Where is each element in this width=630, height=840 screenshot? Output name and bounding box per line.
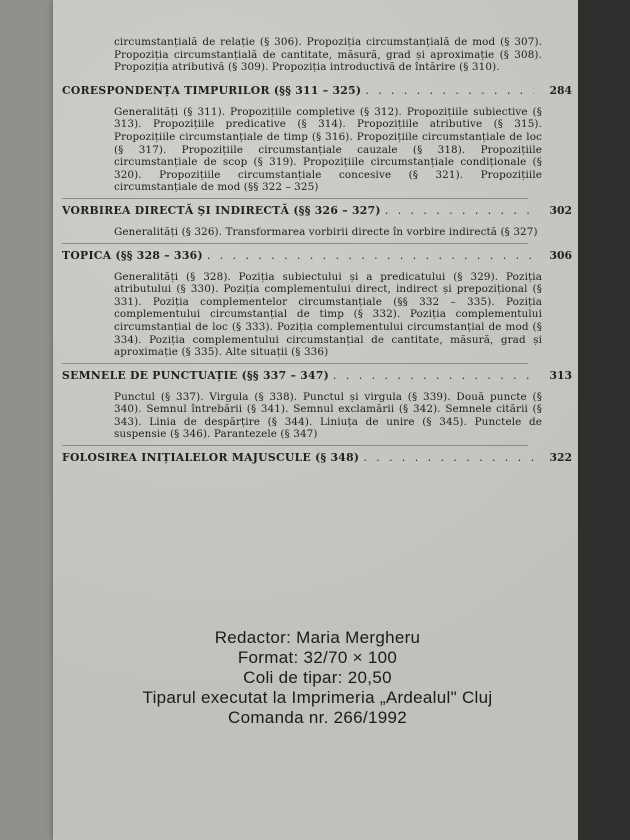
colophon-printer: Tiparul executat la Imprimeria „Ardealul" Cluj	[142, 688, 493, 707]
toc-section-title: SEMNELE DE PUNCTUAȚIE (§§ 337 – 347)	[62, 368, 330, 382]
toc-page-number: 322	[549, 451, 572, 465]
toc-section-content: Generalități (§ 326). Transformarea vorbirii directe în vorbire indirectă (§ 327)	[114, 225, 538, 238]
table-of-contents	[62, 36, 572, 473]
dot-leader	[207, 249, 534, 263]
toc-page-number: 284	[549, 83, 572, 97]
toc-section-content: Generalități (§ 328). Poziția subiectului și a predicatului (§ 329). Poziția atributului (§ 330). Poziția complementului direct, indirect și prepozițional (§ 331). Poziția complementelor circumstanțiale (§§ 332 – 335). Poziția complementului circumstanțial de timp (§ 332). Poziția complementului circumstanțial de loc (§ 333). Poziția complementului circumstanțial de mod (§ 334). Poziția complementului circumstanțial de cantitate, măsură, grad și aproximație (§ 335). Alte situații (§ 336)	[114, 270, 542, 359]
toc-section-topica[interactable]	[62, 249, 572, 263]
dot-leader	[333, 369, 534, 383]
toc-page-number: 302	[549, 203, 572, 217]
toc-section-corespondenta[interactable]	[62, 84, 572, 98]
toc-section-content: Generalități (§ 311). Propozițiile completive (§ 312). Propozițiile subiective (§ 313). Propozițiile predicative (§ 314). Propozițiile atributive (§ 315). Propozițiile circumstanțiale de timp (§ 316). Propozițiile circumstanțiale de loc (§ 317). Propozițiile circumstanțiale cauzale (§ 318). Propozițiile circumstanțiale de scop (§ 319). Propozițiile circumstanțiale condiționale (§ 320). Propozițiile circumstanțiale concesive (§ 321). Propozițiile circumstanțiale de mod (§§ 322 – 325)	[114, 105, 542, 194]
dot-leader	[365, 84, 534, 98]
page-edge-shadow	[578, 0, 630, 840]
toc-section-title: VORBIREA DIRECTĂ ȘI INDIRECTĂ (§§ 326 – 327)	[62, 203, 381, 217]
colophon-format: Format: 32/70 × 100	[237, 648, 398, 667]
toc-section-folosirea[interactable]	[62, 451, 572, 465]
toc-page-number: 313	[549, 368, 572, 382]
toc-section-semnele[interactable]	[62, 369, 572, 383]
toc-page-number: 306	[549, 248, 572, 262]
toc-section-title: CORESPONDENȚA TIMPURILOR (§§ 311 – 325)	[62, 83, 362, 97]
colophon-order: Comanda nr. 266/1992	[228, 708, 407, 727]
toc-section-title: FOLOSIREA INIȚIALELOR MAJUSCULE (§ 348)	[62, 451, 360, 465]
dot-leader	[363, 451, 534, 465]
toc-intro-entries: circumstanțială de relație (§ 306). Propoziția circumstanțială de mod (§ 307). Propoziția circumstanțială de cantitate, măsură, grad și aproximație (§ 308). Propoziția atributivă (§ 309). Propoziția introductivă de întărire (§ 310).	[114, 36, 542, 74]
toc-section-content: Punctul (§ 337). Virgula (§ 338). Punctul și virgula (§ 339). Două puncte (§ 340). Semnul întrebării (§ 341). Semnul exclamării (§ 342). Semnele citării (§ 343). Linia de despărțire (§ 344). Liniuța de unire (§ 345). Punctele de suspensie (§ 346). Parantezele (§ 347)	[114, 390, 542, 441]
colophon	[55, 628, 580, 728]
dot-leader	[385, 204, 534, 218]
toc-section-title: TOPICA (§§ 328 – 336)	[62, 248, 203, 262]
colophon-editor: Redactor: Maria Mergheru	[214, 628, 421, 647]
colophon-sheets: Coli de tipar: 20,50	[243, 668, 392, 687]
toc-section-vorbirea[interactable]	[62, 204, 572, 218]
